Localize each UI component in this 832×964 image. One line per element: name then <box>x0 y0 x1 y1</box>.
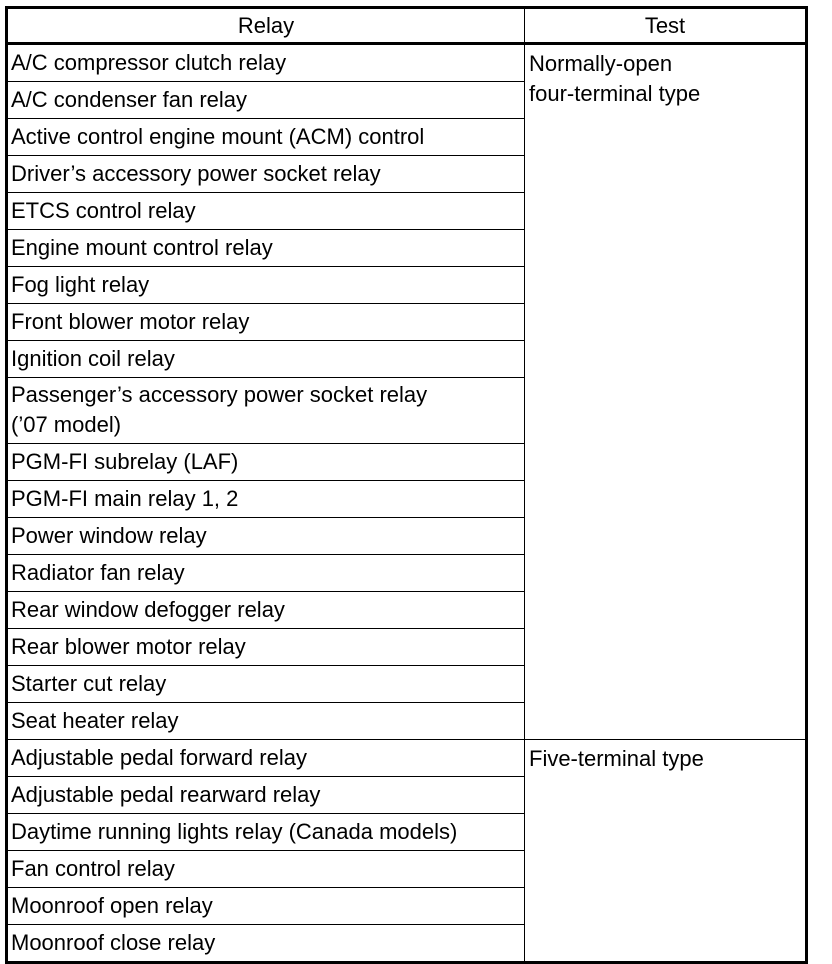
relay-name-cell: ETCS control relay <box>7 193 525 230</box>
relay-name-cell: A/C condenser fan relay <box>7 82 525 119</box>
relay-name-cell: Power window relay <box>7 518 525 555</box>
relay-column-header: Relay <box>7 8 525 44</box>
relay-test-table <box>5 6 808 964</box>
test-column-header: Test <box>525 8 807 44</box>
relay-name-cell: Passenger’s accessory power socket relay (’07 model) <box>7 378 525 444</box>
relay-name-cell: Rear window defogger relay <box>7 592 525 629</box>
relay-name-cell: Adjustable pedal forward relay <box>7 740 525 777</box>
relay-name-cell: A/C compressor clutch relay <box>7 44 525 82</box>
relay-name-cell: Active control engine mount (ACM) control <box>7 119 525 156</box>
relay-name-cell: Driver’s accessory power socket relay <box>7 156 525 193</box>
test-type-cell: Five-terminal type <box>525 740 807 963</box>
relay-name-cell: Ignition coil relay <box>7 341 525 378</box>
table-row <box>7 44 807 82</box>
relay-name-cell: Seat heater relay <box>7 703 525 740</box>
table-row <box>7 740 807 777</box>
relay-name-cell: Moonroof close relay <box>7 925 525 963</box>
test-type-cell: Normally-open four-terminal type <box>525 44 807 740</box>
relay-name-cell: Fog light relay <box>7 267 525 304</box>
relay-name-cell: Rear blower motor relay <box>7 629 525 666</box>
relay-name-cell: Front blower motor relay <box>7 304 525 341</box>
relay-name-cell: Radiator fan relay <box>7 555 525 592</box>
header-row <box>7 8 807 44</box>
relay-name-cell: Starter cut relay <box>7 666 525 703</box>
table-body <box>7 44 807 963</box>
relay-name-cell: PGM-FI main relay 1, 2 <box>7 481 525 518</box>
relay-name-cell: PGM-FI subrelay (LAF) <box>7 444 525 481</box>
relay-name-cell: Moonroof open relay <box>7 888 525 925</box>
relay-name-cell: Daytime running lights relay (Canada models) <box>7 814 525 851</box>
relay-name-cell: Fan control relay <box>7 851 525 888</box>
relay-name-cell: Adjustable pedal rearward relay <box>7 777 525 814</box>
relay-name-cell: Engine mount control relay <box>7 230 525 267</box>
